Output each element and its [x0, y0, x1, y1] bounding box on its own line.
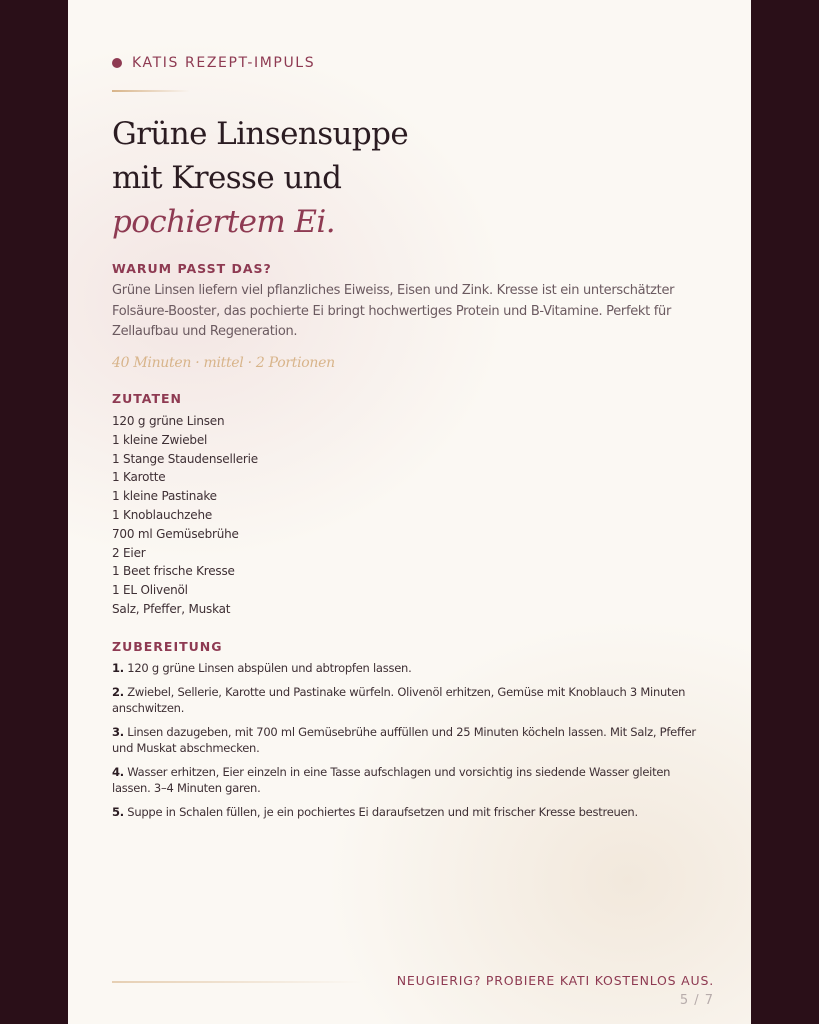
step-text: Zwiebel, Sellerie, Karotte und Pastinake würfeln. Olivenöl erhitzen, Gemüse mit Knoblauch 3 Minuten anschwitzen. [112, 684, 686, 715]
eyebrow [112, 55, 315, 71]
page-number: 5 / 7 [679, 993, 714, 1008]
ingredient-item: 2 Eier [112, 545, 146, 560]
step-number: 5. [112, 804, 124, 819]
recipe-meta: 40 Minuten · mittel · 2 Portionen [112, 355, 335, 371]
title-line-1: Grüne Linsensuppe [112, 116, 409, 152]
steps-list [112, 660, 712, 827]
step-number: 3. [112, 724, 124, 739]
ingredients-list [112, 412, 258, 619]
step-item [112, 724, 712, 757]
step-number: 4. [112, 764, 124, 779]
ingredient-item: 1 Knoblauchzehe [112, 507, 213, 522]
step-text: Linsen dazugeben, mit 700 ml Gemüsebrühe auffüllen und 25 Minuten köcheln lassen. Mit Salz, Pfeffer und Muskat abschmecken. [112, 724, 696, 755]
step-item [112, 804, 712, 821]
title-line-3: pochiertem Ei. [112, 204, 335, 240]
recipe-title [112, 112, 408, 244]
ingredient-item: 1 Beet frische Kresse [112, 564, 235, 579]
ingredient-item: Salz, Pfeffer, Muskat [112, 601, 231, 616]
eyebrow-label: KATIS REZEPT-IMPULS [132, 55, 316, 71]
ingredient-item: 1 kleine Pastinake [112, 489, 217, 504]
cta-link[interactable]: NEUGIERIG? PROBIERE KATI KOSTENLOS AUS. [396, 973, 714, 988]
steps-heading: ZUBEREITUNG [112, 639, 223, 654]
step-number: 2. [112, 684, 124, 699]
footer-divider [112, 981, 362, 983]
step-text: Suppe in Schalen füllen, je ein pochiertes Ei daraufsetzen und mit frischer Kresse bestreuen. [127, 804, 638, 819]
step-item [112, 684, 712, 717]
step-item [112, 660, 712, 677]
why-heading: WARUM PASST DAS? [112, 261, 272, 276]
recipe-page [68, 0, 751, 1024]
why-text: Grüne Linsen liefern viel pflanzliches Eiweiss, Eisen und Zink. Kresse ist ein unterschätzter Folsäure-Booster, das pochierte Ei bringt hochwertiges Protein und B-Vitamine. Perfekt für Zellaufbau und Regeneration. [112, 283, 675, 339]
ingredient-item: 1 kleine Zwiebel [112, 432, 208, 447]
ingredient-item: 1 EL Olivenöl [112, 583, 188, 598]
ingredient-item: 1 Karotte [112, 470, 166, 485]
ingredient-item: 700 ml Gemüsebrühe [112, 526, 239, 541]
bullet-dot-icon [112, 58, 122, 68]
ingredients-heading: ZUTATEN [112, 391, 183, 406]
step-number: 1. [112, 661, 124, 675]
title-line-2: mit Kresse und [112, 160, 342, 196]
ingredient-item: 1 Stange Staudensellerie [112, 451, 258, 466]
step-text: 120 g grüne Linsen abspülen und abtropfen lassen. [127, 661, 412, 675]
step-item [112, 764, 712, 797]
step-text: Wasser erhitzen, Eier einzeln in eine Tasse aufschlagen und vorsichtig ins siedende Wasser gleiten lassen. 3–4 Minuten garen. [112, 764, 671, 795]
ingredient-item: 120 g grüne Linsen [112, 414, 225, 428]
eyebrow-divider [112, 90, 190, 92]
